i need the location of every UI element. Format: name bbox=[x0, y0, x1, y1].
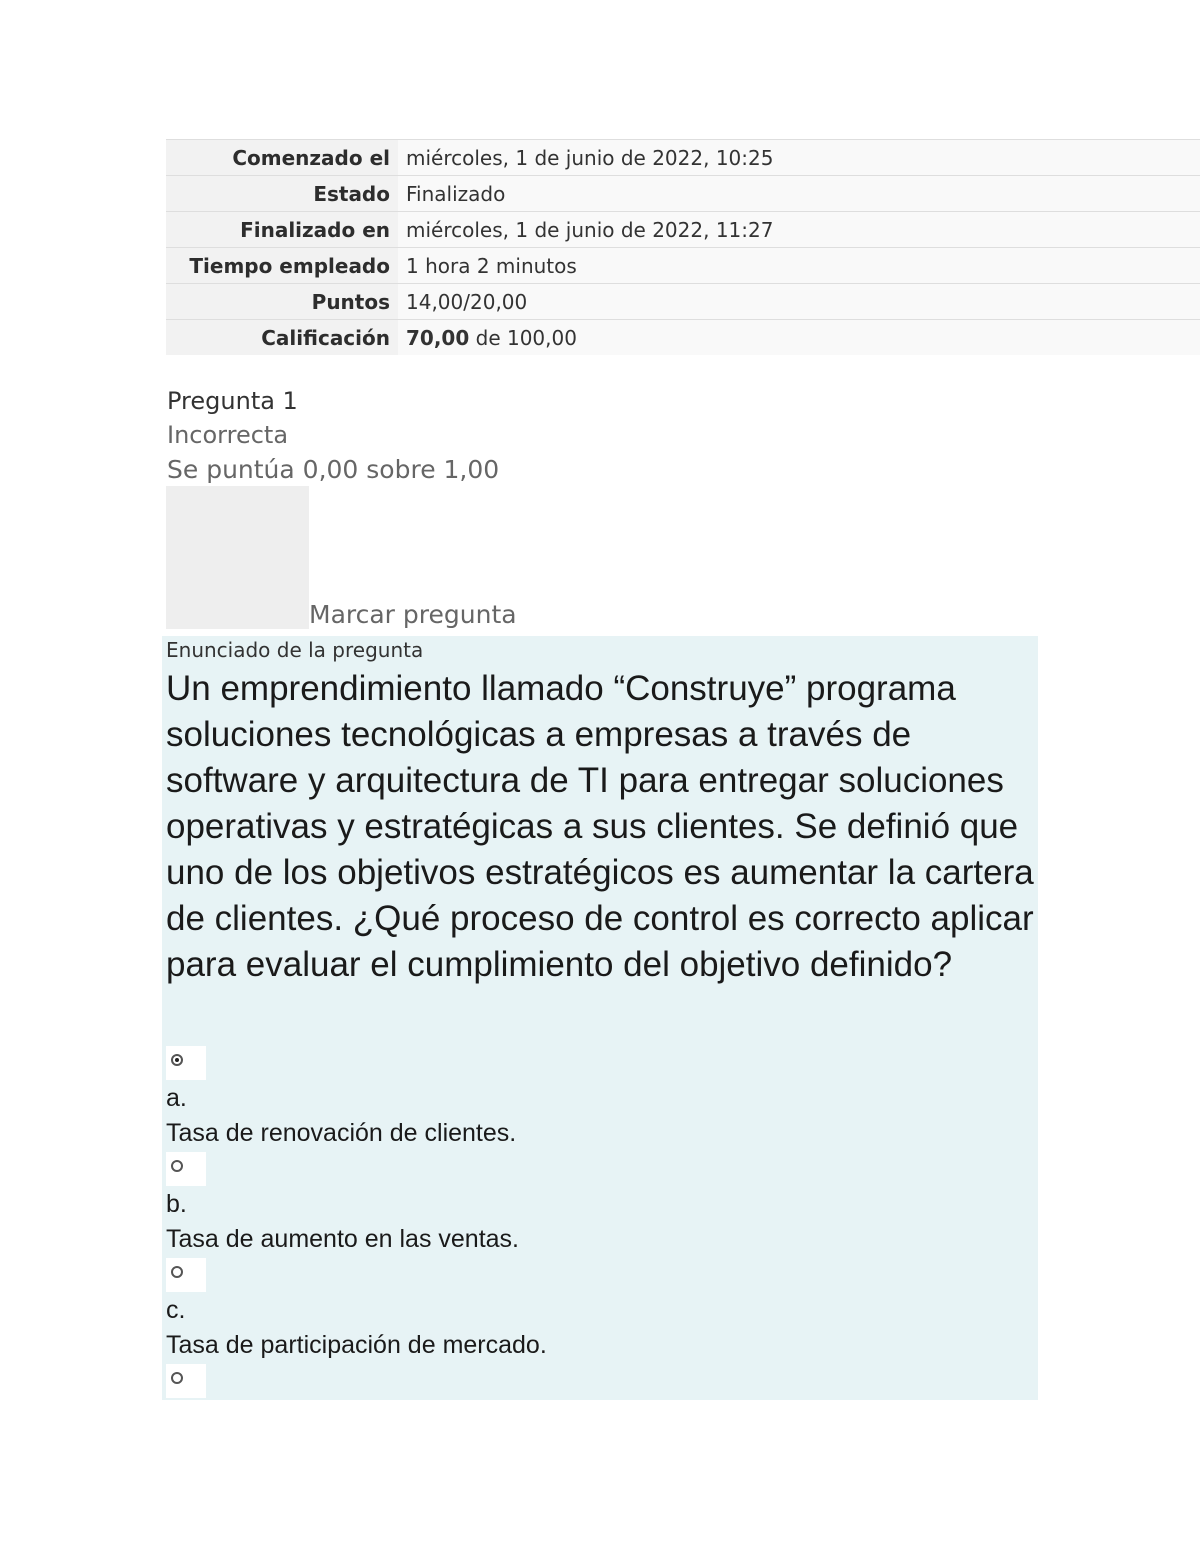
answer-option-d[interactable] bbox=[166, 1364, 1026, 1398]
summary-label: Puntos bbox=[166, 284, 398, 320]
radio-button[interactable] bbox=[171, 1372, 183, 1384]
radio-wrapper[interactable] bbox=[166, 1364, 206, 1398]
radio-wrapper[interactable] bbox=[166, 1152, 206, 1186]
summary-label: Tiempo empleado bbox=[166, 248, 398, 284]
question-info bbox=[167, 384, 499, 488]
radio-wrapper[interactable] bbox=[166, 1258, 206, 1292]
option-letter: b. bbox=[166, 1190, 187, 1218]
summary-label: Calificación bbox=[166, 320, 398, 356]
question-content bbox=[162, 636, 1038, 1400]
question-header: Enunciado de la pregunta bbox=[166, 638, 424, 662]
summary-label: Comenzado el bbox=[166, 140, 398, 176]
summary-value: miércoles, 1 de junio de 2022, 11:27 bbox=[398, 212, 1200, 248]
flag-question-link[interactable]: Marcar pregunta bbox=[309, 600, 517, 629]
summary-value bbox=[398, 320, 1200, 356]
option-letter: a. bbox=[166, 1084, 187, 1112]
answer-option-b[interactable] bbox=[166, 1152, 1026, 1256]
question-text: Un emprendimiento llamado “Construye” programa soluciones tecnológicas a empresas a través de software y arquitectura de TI para entregar soluciones operativas y estratégicas a sus clientes. Se definió que uno de los objetivos estratégicos es aumentar la cartera de clientes. ¿Qué proceso de control es correcto aplicar para evaluar el cumplimiento del objetivo definido? bbox=[166, 669, 1034, 984]
summary-value: 14,00/20,00 bbox=[398, 284, 1200, 320]
option-text[interactable]: Tasa de renovación de clientes. bbox=[166, 1119, 517, 1147]
option-text[interactable]: Tasa de aumento en las ventas. bbox=[166, 1225, 520, 1253]
summary-row-state bbox=[166, 176, 1200, 212]
attempt-summary-table bbox=[166, 139, 1200, 355]
question-grade: Se puntúa 0,00 sobre 1,00 bbox=[167, 455, 500, 484]
question-state: Incorrecta bbox=[167, 421, 289, 449]
summary-row-started bbox=[166, 140, 1200, 176]
summary-value: miércoles, 1 de junio de 2022, 10:25 bbox=[398, 140, 1200, 176]
question-number: Pregunta 1 bbox=[167, 387, 298, 415]
grade-total: de 100,00 bbox=[469, 326, 577, 350]
answer-option-c[interactable] bbox=[166, 1258, 1026, 1362]
summary-label: Finalizado en bbox=[166, 212, 398, 248]
answer-option-a[interactable] bbox=[166, 1046, 1026, 1150]
option-text[interactable]: Tasa de participación de mercado. bbox=[166, 1331, 547, 1359]
summary-row-grade bbox=[166, 320, 1200, 356]
summary-row-points bbox=[166, 284, 1200, 320]
radio-wrapper[interactable] bbox=[166, 1046, 206, 1080]
summary-label: Estado bbox=[166, 176, 398, 212]
grade-value: 70,00 bbox=[406, 326, 470, 350]
flag-icon[interactable] bbox=[166, 486, 309, 629]
summary-value: 1 hora 2 minutos bbox=[398, 248, 1200, 284]
radio-button-selected[interactable] bbox=[171, 1054, 183, 1066]
radio-button[interactable] bbox=[171, 1266, 183, 1278]
summary-value: Finalizado bbox=[398, 176, 1200, 212]
option-letter: c. bbox=[166, 1296, 186, 1324]
summary-row-finished bbox=[166, 212, 1200, 248]
summary-row-time-taken bbox=[166, 248, 1200, 284]
radio-button[interactable] bbox=[171, 1160, 183, 1172]
